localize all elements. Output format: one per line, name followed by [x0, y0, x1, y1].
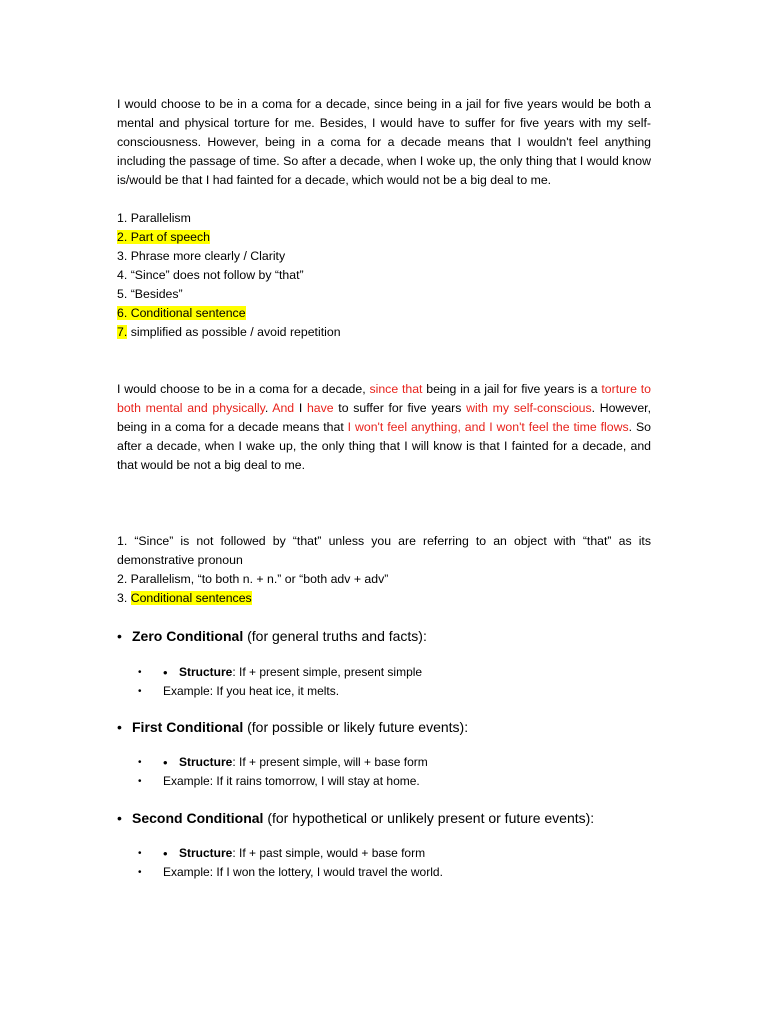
bullet-icon: • — [138, 686, 142, 697]
list-item: 5. “Besides” — [117, 287, 183, 301]
list-item: 6. Conditional sentence — [117, 306, 246, 320]
structure-item: • • Structure: If + past simple, would + base form — [138, 846, 426, 861]
bullet-icon: • — [138, 776, 142, 787]
error-type-list — [117, 209, 651, 342]
intro-paragraph: I would choose to be in a coma for a decade, since being in a jail for five years would be both a mental and physical torture for me. Besides, I would have to suffer for five years with my self-consciousness. However, being in a coma for a decade means that I wouldn't feel anything including the passage of time. So after a decade, when I woke up, the only thing that I would know is/would be that I had fainted for a decade, which would not be a big deal to me. — [117, 97, 651, 187]
bullet-icon: • — [138, 867, 142, 878]
note-item: 3. Conditional sentences — [117, 591, 252, 605]
bullet-icon: • — [138, 667, 142, 678]
bullet-icon: • — [138, 848, 142, 859]
list-item: 4. “Since” does not follow by “that” — [117, 268, 304, 282]
list-item: 1. Parallelism — [117, 211, 191, 225]
bullet-icon: • — [117, 810, 122, 826]
bullet-icon: • — [117, 628, 122, 644]
bullet-icon: • — [163, 846, 168, 861]
example-item: • Example: If I won the lottery, I would travel the world. — [117, 863, 651, 882]
notes-list — [117, 532, 651, 608]
note-item: 2. Parallelism, “to both n. + n.” or “both adv + adv” — [117, 572, 389, 586]
bullet-icon: • — [163, 665, 168, 680]
list-item: 2. Part of speech — [117, 230, 210, 244]
structure-item: • • Structure: If + present simple, will + base form — [138, 755, 428, 770]
example-item: • Example: If you heat ice, it melts. — [117, 682, 651, 701]
document-page — [117, 95, 651, 882]
bullet-icon: • — [117, 719, 122, 735]
note-item: 1. “Since” is not followed by “that” unless you are referring to an object with “that” as its demonstrative pronoun — [117, 534, 651, 567]
section-heading: • First Conditional (for possible or likely future events): — [117, 719, 469, 735]
bullet-icon: • — [163, 755, 168, 770]
section-heading: • Second Conditional (for hypothetical or unlikely present or future events): — [117, 810, 595, 826]
revised-paragraph: I would choose to be in a coma for a decade, since that being in a jail for five years is a torture to both mental and physically. And I have to suffer for five years with my self-conscious. However, being in a coma for a decade means that I won't feel anything, and I won't feel the time flows. So after a decade, when I wake up, the only thing that I will know is that I fainted for a decade, and that would be not a big deal to me. — [117, 382, 652, 472]
section-heading: • Zero Conditional (for general truths and facts): — [117, 628, 427, 644]
example-item: • Example: If it rains tomorrow, I will stay at home. — [117, 772, 651, 791]
bullet-icon: • — [138, 757, 142, 768]
list-item: 7. simplified as possible / avoid repetition — [117, 325, 341, 339]
list-item: 3. Phrase more clearly / Clarity — [117, 249, 286, 263]
structure-item: • • Structure: If + present simple, present simple — [138, 665, 423, 680]
